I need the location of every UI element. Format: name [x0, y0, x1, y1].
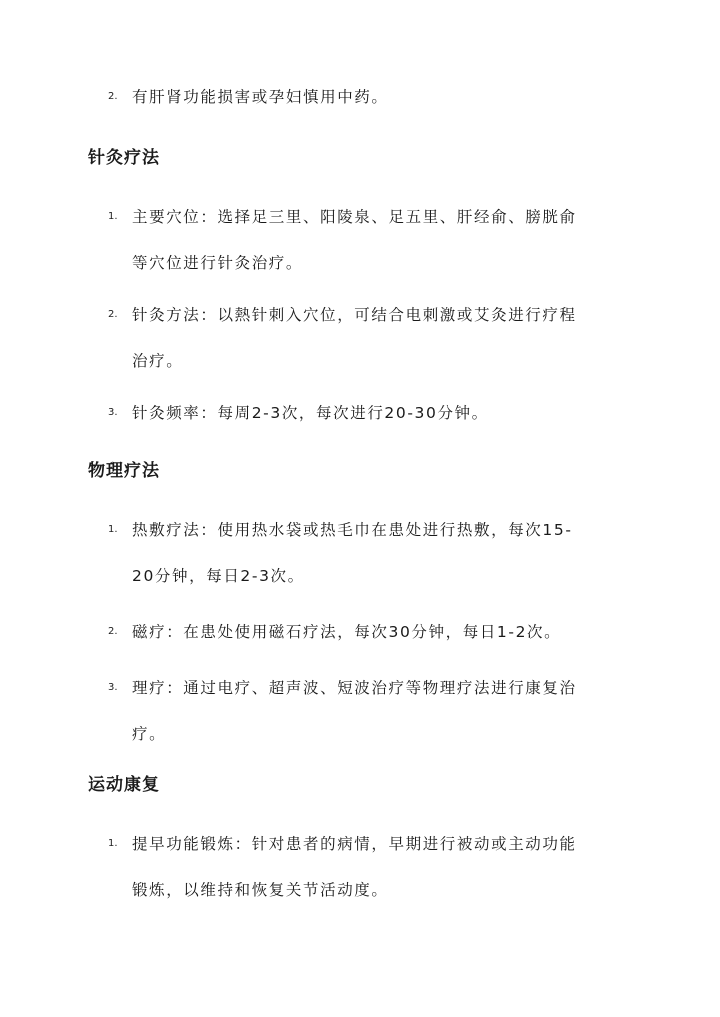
list-item-text: 有肝肾功能损害或孕妇慎用中药。	[132, 88, 389, 106]
list-item-line2: 20分钟，每日2-3次。	[132, 567, 305, 585]
list-item-number: 3.	[108, 682, 118, 693]
list-item-line1: 提早功能锻炼：针对患者的病情，早期进行被动或主动功能	[132, 835, 577, 853]
list-item-number: 1.	[108, 838, 118, 849]
list-item-number: 1.	[108, 524, 118, 535]
list-item-line1: 针灸方法：以熱针刺入穴位，可结合电刺激或艾灸进行疗程	[132, 306, 577, 324]
list-item-line1: 针灸频率：每周2-3次，每次进行20-30分钟。	[132, 404, 489, 422]
list-item-number: 2.	[108, 91, 118, 102]
list-item-line2: 锻炼，以维持和恢复关节活动度。	[132, 881, 389, 899]
list-item-line1: 热敷疗法：使用热水袋或热毛巾在患处进行热敷，每次15-	[132, 521, 573, 539]
list-item-number: 1.	[108, 211, 118, 222]
list-item-line2: 疗。	[132, 725, 167, 743]
list-item-number: 2.	[108, 626, 118, 637]
list-item-line2: 等穴位进行针灸治疗。	[132, 254, 304, 272]
section-heading-acupuncture: 针灸疗法	[88, 148, 160, 168]
section-heading-exercise-rehab: 运动康复	[88, 775, 160, 795]
list-item-line2: 治疗。	[132, 352, 184, 370]
list-item-number: 3.	[108, 407, 118, 418]
list-item-number: 2.	[108, 309, 118, 320]
section-heading-physical-therapy: 物理疗法	[88, 461, 160, 481]
list-item-line1: 磁疗：在患处使用磁石疗法，每次30分钟，每日1-2次。	[132, 623, 562, 641]
list-item-line1: 主要穴位：选择足三里、阳陵泉、足五里、肝经俞、膀胱俞	[132, 208, 577, 226]
list-item-line1: 理疗：通过电疗、超声波、短波治疗等物理疗法进行康复治	[132, 679, 577, 697]
